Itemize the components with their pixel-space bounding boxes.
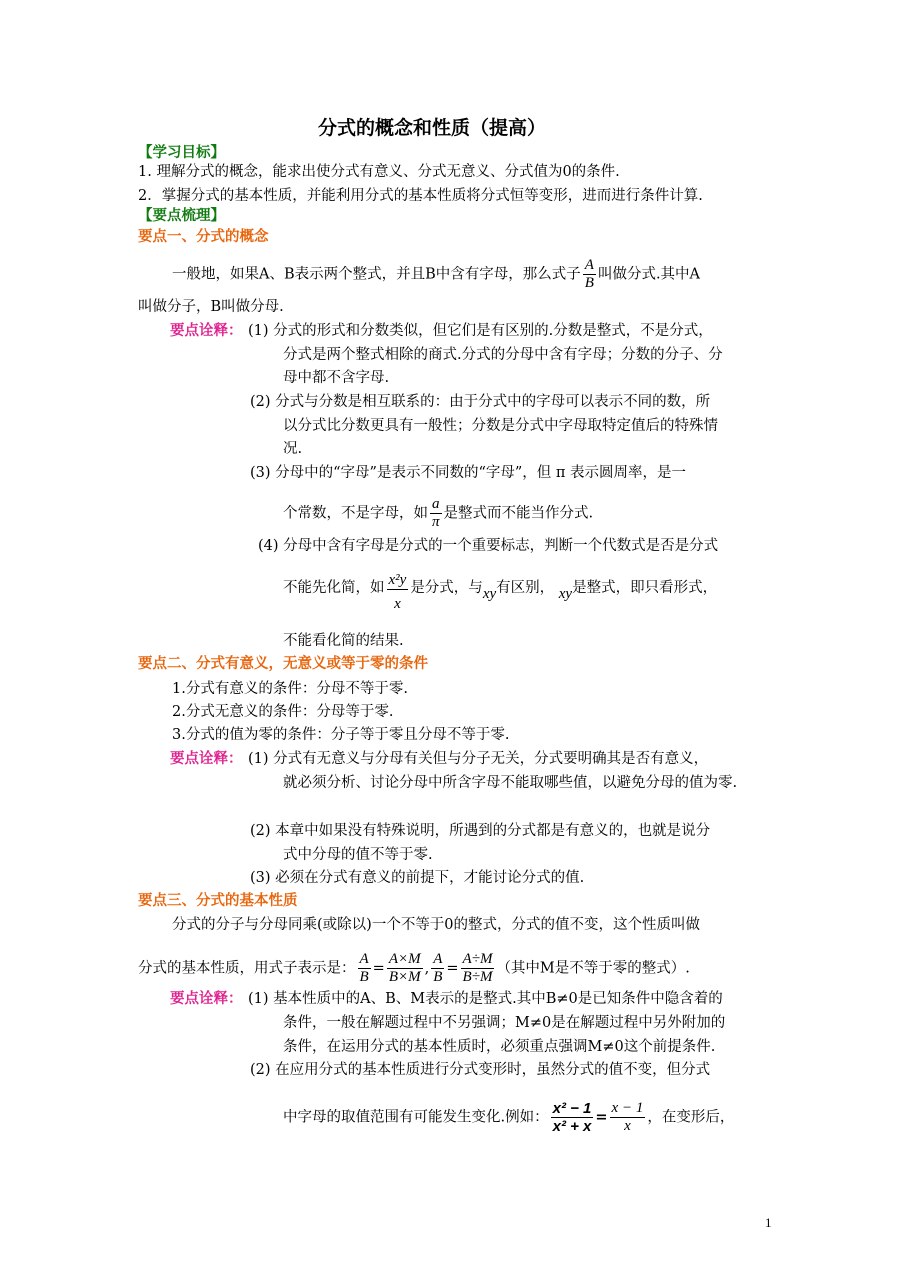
page-number: 1 bbox=[765, 1215, 772, 1230]
p1-note1-line2: 分式是两个整式相除的商式.分式的分母中含有字母；分数的分子、分 bbox=[283, 347, 723, 363]
p3-note-label: 要点诠释： bbox=[170, 991, 243, 1007]
p3-note2-line1: (2) 在应用分式的基本性质进行分式变形时，虽然分式的值不变，但分式 bbox=[250, 1062, 711, 1078]
page-title: 分式的概念和性质（提高） bbox=[318, 117, 547, 139]
fraction-a-over-pi bbox=[430, 496, 442, 531]
p2-note3: (3) 必须在分式有意义的前提下，才能讨论分式的值. bbox=[250, 870, 585, 886]
fraction-x2-1-over-x2-x bbox=[551, 1100, 594, 1135]
p1-note1-line1: (1) 分式的形式和分数类似，但它们是有区别的.分数是整式，不是分式， bbox=[248, 323, 713, 339]
outline-heading: 【要点梳理】 bbox=[138, 208, 225, 224]
p2-condition-1: 1.分式有意义的条件：分母不等于零. bbox=[172, 681, 408, 697]
frac-num: A bbox=[433, 951, 443, 967]
p1-note2-line1: (2) 分式与分数是相互联系的：由于分式中的字母可以表示不同的数，所 bbox=[250, 394, 711, 410]
frac-num: A×M bbox=[388, 951, 421, 967]
p1-definition-line1 bbox=[172, 257, 700, 292]
frac-den: x bbox=[394, 596, 401, 612]
goal-item-1: 1. 理解分式的概念，能求出使分式有意义、分式无意义、分式值为0的条件. bbox=[138, 164, 620, 180]
p1-note4-line2 bbox=[283, 572, 717, 613]
p1-def-text-b: 叫做分式.其中A bbox=[597, 266, 701, 283]
p3-text-b: （其中M是不等于零的整式）. bbox=[496, 960, 690, 977]
p1-n3-text-b: 是整式而不能当作分式. bbox=[443, 505, 594, 522]
fraction-axm-over-bxm bbox=[387, 951, 423, 986]
frac-num: A÷M bbox=[462, 951, 493, 967]
p1-n3-text-a: 个常数，不是字母，如 bbox=[283, 505, 428, 522]
point2-heading: 要点二、分式有意义，无意义或等于零的条件 bbox=[138, 656, 428, 672]
p3-formula-line bbox=[138, 951, 690, 986]
p3-note1-line1: (1) 基本性质中的A、B、M表示的是整式.其中B≠0是已知条件中隐含着的 bbox=[248, 991, 723, 1007]
point1-heading: 要点一、分式的概念 bbox=[138, 229, 269, 245]
frac-den: x² + x bbox=[552, 1118, 592, 1135]
frac-den: B÷M bbox=[462, 969, 493, 985]
p1-note3-line1: (3) 分母中的“字母”是表示不同数的“字母”，但 π 表示圆周率，是一 bbox=[250, 465, 687, 481]
fraction-adivm-over-bdivm bbox=[461, 951, 495, 986]
p1-def-text-a: 一般地，如果A、B表示两个整式，并且B中含有字母，那么式子 bbox=[172, 266, 581, 283]
p1-note4-line1: (4) 分母中含有字母是分式的一个重要标志，判断一个代数式是否是分式 bbox=[258, 538, 719, 554]
xy-expression-2: xy bbox=[558, 586, 573, 602]
equals-sign: = bbox=[595, 1108, 608, 1126]
frac-num: A bbox=[359, 951, 369, 967]
p1-note2-line3: 况. bbox=[283, 441, 303, 457]
p2-condition-2: 2.分式无意义的条件：分母等于零. bbox=[172, 704, 394, 720]
frac-den: B bbox=[359, 969, 369, 985]
goals-heading: 【学习目标】 bbox=[138, 145, 225, 161]
equals-sign: = bbox=[372, 960, 385, 977]
frac-den: B×M bbox=[388, 969, 421, 985]
p2-note-label: 要点诠释： bbox=[170, 751, 243, 767]
frac-num: a bbox=[430, 496, 442, 514]
point3-heading: 要点三、分式的基本性质 bbox=[138, 893, 298, 909]
frac-num: x²y bbox=[388, 572, 407, 588]
equals-sign: = bbox=[446, 960, 459, 977]
fraction-a-over-b-2 bbox=[431, 951, 444, 986]
frac-num: A bbox=[584, 257, 594, 273]
p3-text-line1: 分式的分子与分母同乘(或除以)一个不等于0的整式，分式的值不变，这个性质叫做 bbox=[172, 917, 701, 933]
p1-n4-text-b: 是分式，与 bbox=[410, 580, 483, 596]
frac-num: x − 1 bbox=[611, 1100, 644, 1116]
frac-den: B bbox=[584, 275, 594, 291]
comma: , bbox=[424, 960, 430, 977]
p3-note1-line2: 条件，一般在解题过程中不另强调；M≠0是在解题过程中另外附加的 bbox=[283, 1015, 726, 1031]
p2-note2-line1: (2) 本章中如果没有特殊说明，所遇到的分式都是有意义的，也就是说分 bbox=[250, 823, 711, 839]
frac-den: π bbox=[432, 514, 440, 530]
p3-note2-line2 bbox=[283, 1100, 734, 1135]
p1-note3-line2 bbox=[283, 496, 593, 531]
p1-note4-line3: 不能看化简的结果. bbox=[283, 633, 404, 649]
p2-note1-line2: 就必须分析、讨论分母中所含字母不能取哪些值，以避免分母的值为零. bbox=[283, 775, 738, 791]
p3-n2-text-a: 中字母的取值范围有可能发生变化.例如： bbox=[283, 1109, 549, 1126]
p1-n4-text-a: 不能先化简，如 bbox=[283, 580, 385, 596]
p1-note1-line3: 母中都不含字母. bbox=[283, 370, 390, 386]
p2-condition-3: 3.分式的值为零的条件：分子等于零且分母不等于零. bbox=[172, 727, 510, 743]
fraction-x-1-over-x bbox=[610, 1100, 646, 1135]
p2-note1-line1: (1) 分式有无意义与分母有关但与分子无关，分式要明确其是否有意义， bbox=[248, 751, 709, 767]
p1-n4-text-d: 是整式，即只看形式， bbox=[572, 580, 718, 596]
fraction-a-over-b bbox=[583, 257, 596, 292]
p1-n4-text-c: 有区别， bbox=[496, 580, 555, 596]
p3-n2-text-b: ，在变形后， bbox=[647, 1109, 735, 1126]
p3-note1-line3: 条件，在运用分式的基本性质时，必须重点强调M≠0这个前提条件. bbox=[283, 1039, 716, 1055]
p1-note2-line2: 以分式比分数更具有一般性；分数是分式中字母取特定值后的特殊情 bbox=[283, 418, 718, 434]
frac-num: x² − 1 bbox=[552, 1100, 592, 1117]
fraction-x2y-over-x bbox=[387, 572, 409, 613]
frac-den: x bbox=[624, 1118, 631, 1134]
fraction-a-over-b-1 bbox=[358, 951, 371, 986]
frac-den: B bbox=[433, 969, 443, 985]
p2-note2-line2: 式中分母的值不等于零. bbox=[283, 847, 433, 863]
p3-text-a: 分式的基本性质，用式子表示是： bbox=[138, 960, 356, 977]
goal-item-2: 2．掌握分式的基本性质，并能利用分式的基本性质将分式恒等变形，进而进行条件计算. bbox=[138, 188, 703, 204]
p1-definition-line2: 叫做分子，B叫做分母. bbox=[138, 299, 284, 315]
xy-expression-1: xy bbox=[482, 586, 497, 602]
p1-note-label: 要点诠释： bbox=[170, 323, 243, 339]
